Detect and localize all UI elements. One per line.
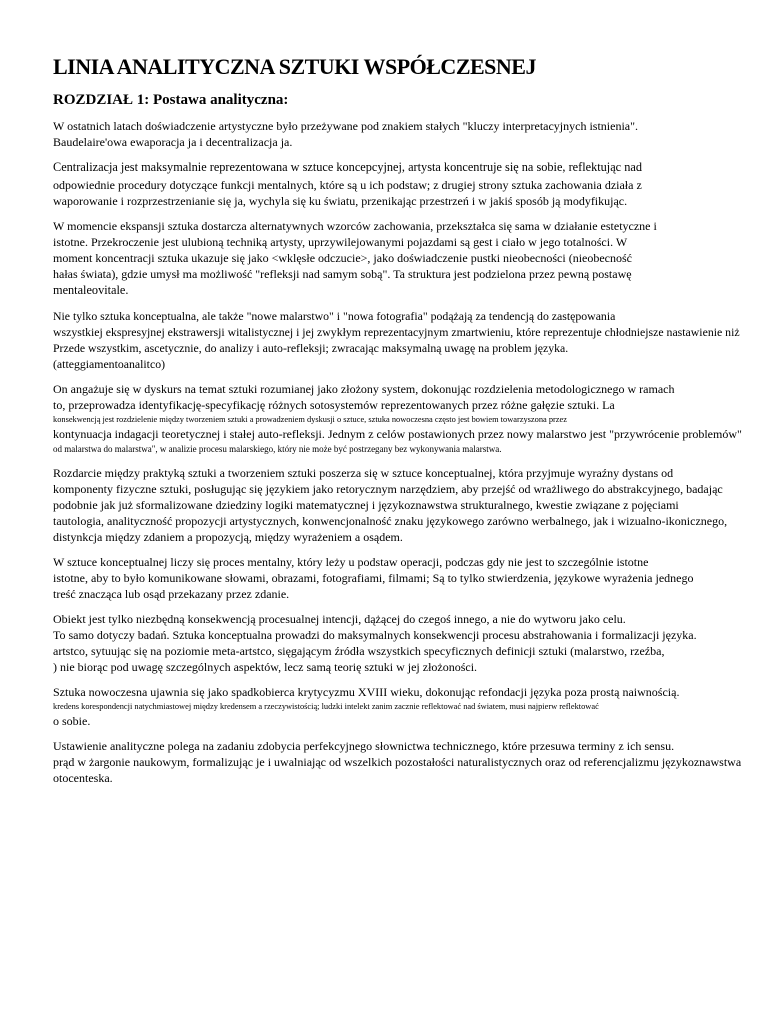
paragraph-7 xyxy=(53,554,768,602)
paragraph-line: konsekwencją jest rozdzielenie między tworzeniem sztuki a prowadzeniem dyskusji o sztuce, sztuka nowoczesna często jest bowiem towarzyszona przez xyxy=(53,415,567,424)
paragraph-line: (atteggiamentoanalitco) xyxy=(53,357,166,371)
paragraph-line: kredens korespondencji natychmiastowej między kredensem a rzeczywistością; ludzki intelekt zanim zacznie reflektować nad światem, musi najpierw reflektować xyxy=(53,702,599,711)
paragraph-line: od malarstwa do malarstwa", w analizie procesu malarskiego, który nie może być postrzegany bez wykonywania malarstwa. xyxy=(53,444,502,454)
document-title: LINIA ANALITYCZNA SZTUKI WSPÓŁCZESNEJ xyxy=(53,54,536,79)
paragraph-line: prąd w żargonie naukowym, formalizując je i uwalniając od wszelkich pozostałości naturalistycznych oraz od referencjalizmu językoznawstwa xyxy=(53,755,742,769)
paragraph-line: kontynuacja indagacji teoretycznej i stałej auto-refleksji. Jednym z celów postawionych przez nowy malarstwo jest "przywrócenie problemów" xyxy=(53,427,742,441)
paragraph-line: Obiekt jest tylko niezbędną konsekwencją procesualnej intencji, dążącej do czegoś innego, a nie do wytworu jako celu. xyxy=(53,612,626,626)
paragraph-line: otocenteska. xyxy=(53,771,113,785)
paragraph-line: hałas świata), gdzie umysł ma możliwość "refleksji nad samym sobą". Ta struktura jest podzielona przez pewną postawę xyxy=(53,266,632,281)
paragraph-line: Nie tylko sztuka konceptualna, ale także "nowe malarstwo" i "nowa fotografia" podążają za tendencją do zastępowania xyxy=(53,309,616,323)
paragraph-9 xyxy=(53,684,768,729)
paragraph-10 xyxy=(53,738,768,786)
paragraph-3 xyxy=(53,218,768,300)
paragraph-line: waporowanie i rozprzestrzenianie się ja, wychyla się ku światu, przenikając przestrzeń i w jakiś sposób ją modyfikując. xyxy=(53,193,628,208)
paragraph-line: o sobie. xyxy=(53,714,91,728)
paragraph-line: ) nie biorąc pod uwagę szczególnych aspektów, lecz samą teorię sztuki w jej złożoności. xyxy=(53,660,478,674)
document-page xyxy=(53,52,768,795)
paragraph-line: Przede wszystkim, ascetycznie, do analizy i auto-refleksji; zwracając maksymalną uwagę na problem języka. xyxy=(53,341,569,355)
paragraph-line: artstco, sytuując się na poziomie meta-artstco, sięgającym źródła wszystkich specyficznych definicji sztuki (malarstwo, rzeźba, xyxy=(53,644,665,658)
paragraph-line: odpowiednie procedury dotyczące funkcji mentalnych, które są u ich podstaw; z drugiej strony sztuka zachowania działa z xyxy=(53,177,642,192)
paragraph-line: Sztuka nowoczesna ujawnia się jako spadkobierca krytycyzmu XVIII wieku, dokonując refondacji języka poza prostą naiwnością. xyxy=(53,685,680,699)
paragraph-line: To samo dotyczy badań. Sztuka konceptualna prowadzi do maksymalnych konsekwencji procesu abstrahowania i formalizacji języka. xyxy=(53,628,697,642)
paragraph-line: wszystkiej ekspresyjnej ekstrawersji witalistycznej i jej zwykłym reprezentacyjnym zmartwieniu, które reprezentuje chłodniejsze nastawienie niż xyxy=(53,325,740,339)
paragraph-line: tautologia, analityczność propozycji artystycznych, konwencjonalność znaku językowego zarówno werbalnego, jak i wizualno-ikonicznego, xyxy=(53,514,728,528)
paragraph-line: distynkcja między zdaniem a propozycją, między wyrażeniem a osądem. xyxy=(53,530,403,544)
paragraph-line: Rozdarcie między praktyką sztuki a tworzeniem sztuki poszerza się w sztuce konceptualnej, która przyjmuje wyraźny dystans od xyxy=(53,466,674,480)
paragraph-line: W sztuce konceptualnej liczy się proces mentalny, który leży u podstaw operacji, podczas gdy nie jest to szczególnie istotne xyxy=(53,555,649,569)
chapter-heading: ROZDZIAŁ 1: Postawa analityczna: xyxy=(53,92,289,108)
paragraph-line: On angażuje się w dyskurs na temat sztuki rozumianej jako złożony system, dokonując rozdzielenia metodologicznego w ramach xyxy=(53,382,675,396)
paragraph-line: podobnie jak już sformalizowane dziedziny logiki matematycznej i językoznawstwa strukturalnego, kwestie związane z pojęciami xyxy=(53,498,679,512)
paragraph-line: komponenty fizyczne sztuki, posługując się językiem jako retorycznym narzędziem, aby przejść od wrażliwego do abstrakcyjnego, badając xyxy=(53,482,723,496)
paragraph-line: W momencie ekspansji sztuka dostarcza alternatywnych wzorców zachowania, przekształca się sama w działanie estetyczne i xyxy=(53,218,657,233)
paragraph-5 xyxy=(53,381,768,456)
paragraph-line: W ostatnich latach doświadczenie artystyczne było przeżywane pod znakiem stałych "kluczy interpretacyjnych istnienia". xyxy=(53,119,639,133)
paragraph-line: Ustawienie analityczne polega na zadaniu zdobycia perfekcyjnego słownictwa technicznego, które przesuwa terminy z ich sensu. xyxy=(53,739,675,753)
paragraph-6 xyxy=(53,465,768,545)
paragraph-2 xyxy=(53,159,768,209)
paragraph-8 xyxy=(53,611,768,675)
paragraph-line: Centralizacja jest maksymalnie reprezentowana w sztuce koncepcyjnej, artysta koncentruje się na sobie, reflektując nad xyxy=(53,160,642,174)
paragraph-line: mentaleovitale. xyxy=(53,282,129,297)
paragraph-line: Baudelaire'owa ewaporacja ja i decentralizacja ja. xyxy=(53,135,293,149)
paragraph-line: moment koncentracji sztuka ukazuje się jako <wklęsłe odczucie>, jako doświadczenie pustki nieobecności (nieobecność xyxy=(53,250,632,265)
paragraph-line: istotne, aby to było komunikowane słowami, obrazami, fotografiami, filmami; Są to tylko stwierdzenia, językowe wyrażenia jednego xyxy=(53,571,694,585)
paragraph-1 xyxy=(53,118,768,150)
paragraph-line: treść znacząca lub osąd przekazany przez zdanie. xyxy=(53,587,290,601)
paragraph-line: to, przeprowadza identyfikację-specyfikację różnych sotosystemów reprezentowanych przez różne gałęzie sztuki. La xyxy=(53,398,615,412)
paragraph-line: istotne. Przekroczenie jest ulubioną techniką artysty, uprzywilejowanymi pojazdami są gest i ciało w jego totalności. W xyxy=(53,234,628,249)
paragraph-4 xyxy=(53,308,768,372)
